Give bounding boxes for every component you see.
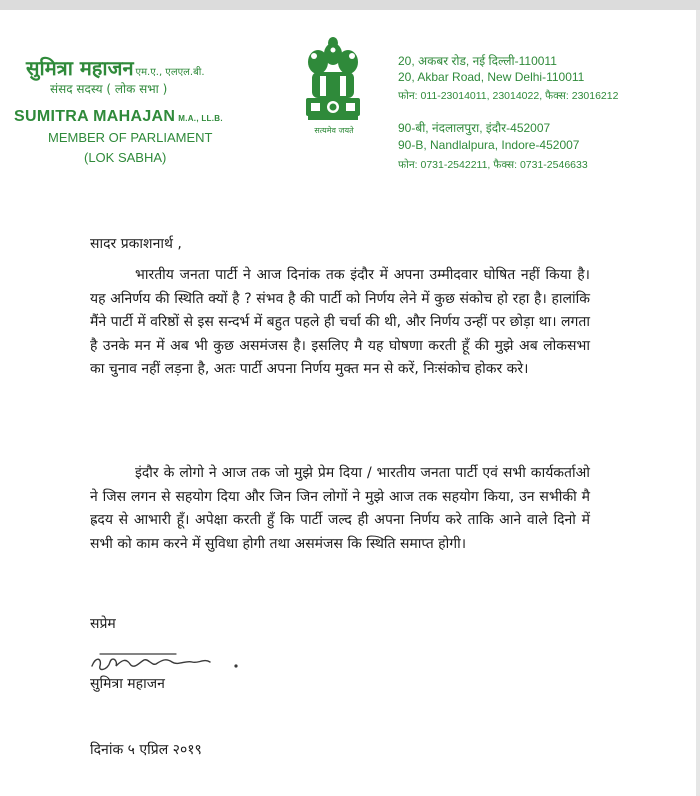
letter-sheet bbox=[0, 10, 696, 796]
degree-hindi: एम.ए., एलएल.बी. bbox=[135, 67, 205, 78]
salutation: सादर प्रकाशनार्थ , bbox=[90, 236, 182, 252]
address-line-5: 90-B, Nandlalpura, Indore-452007 bbox=[398, 138, 580, 152]
paragraph-1: भारतीय जनता पार्टी ने आज दिनांक तक इंदौर में अपना उम्मीदवार घोषित नहीं किया है। यह अनिर्णय की स्थिति क्यों है ? संभव है की पार्टी को निर्णय लेने में कुछ संकोच हो रहा है। हालांकि मैंने पार्टी में वरिष्ठों से इस सन्दर्भ में बहुत पहले ही चर्चा की थी, और निर्णय उन्हीं पर छोड़ा था। लगता है उनके मन में अब भी कुछ असमंजस है। इसलिए मै यह घोषणा करती हूँ की मुझे अब लोकसभा का चुनाव नहीं लड़ना है, अतः पार्टी अपना निर्णय मुक्त मन से करें, निःसंकोच होकर करे। bbox=[90, 267, 590, 377]
name-english-text: SUMITRA MAHAJAN bbox=[14, 108, 176, 125]
name-english bbox=[14, 108, 223, 126]
name-hindi-text: सुमित्रा महाजन bbox=[26, 56, 134, 80]
address-line-3: फोन: 011-23014011, 23014022, फैक्स: 23016212 bbox=[398, 90, 619, 102]
top-border-strip bbox=[0, 0, 700, 10]
role-english: MEMBER OF PARLIAMENT bbox=[48, 130, 213, 145]
house-english: (LOK SABHA) bbox=[84, 150, 167, 165]
address-line-4: 90-बी, नंदलालपुरा, इंदौर-452007 bbox=[398, 121, 551, 135]
emblem-motto: सत्यमेव जयते bbox=[314, 126, 354, 135]
address-line-1: 20, अकबर रोड, नई दिल्ली-110011 bbox=[398, 54, 557, 68]
degree-english: M.A., LL.B. bbox=[178, 114, 223, 123]
address-line-6: फोन: 0731-2542211, फैक्स: 0731-2546633 bbox=[398, 159, 588, 171]
signer-name: सुमित्रा महाजन bbox=[90, 676, 165, 692]
letter-date: दिनांक ५ एप्रिल २०१९ bbox=[90, 742, 202, 758]
name-hindi bbox=[26, 54, 205, 81]
paragraph-2: इंदौर के लोगो ने आज तक जो मुझे प्रेम दिया / भारतीय जनता पार्टी एवं सभी कार्यकर्ताओ ने जिस लगन से सहयोग दिया और जिन जिन लोगों ने मुझे आज तक सहयोग किया, उन सभीकी मै ह्रदय से आभारी हूँ। अपेक्षा करती हुँ कि पार्टी जल्द ही अपना निर्णय करे ताकि आने वाले दिनो में सभी को काम करने में सुविधा होगी तथा असमंजस कि स्थिति समाप्त होगी। bbox=[90, 465, 590, 552]
address-line-2: 20, Akbar Road, New Delhi-110011 bbox=[398, 70, 585, 84]
role-hindi: संसद सदस्य ( लोक सभा ) bbox=[50, 82, 168, 96]
closing: सप्रेम bbox=[90, 616, 116, 632]
